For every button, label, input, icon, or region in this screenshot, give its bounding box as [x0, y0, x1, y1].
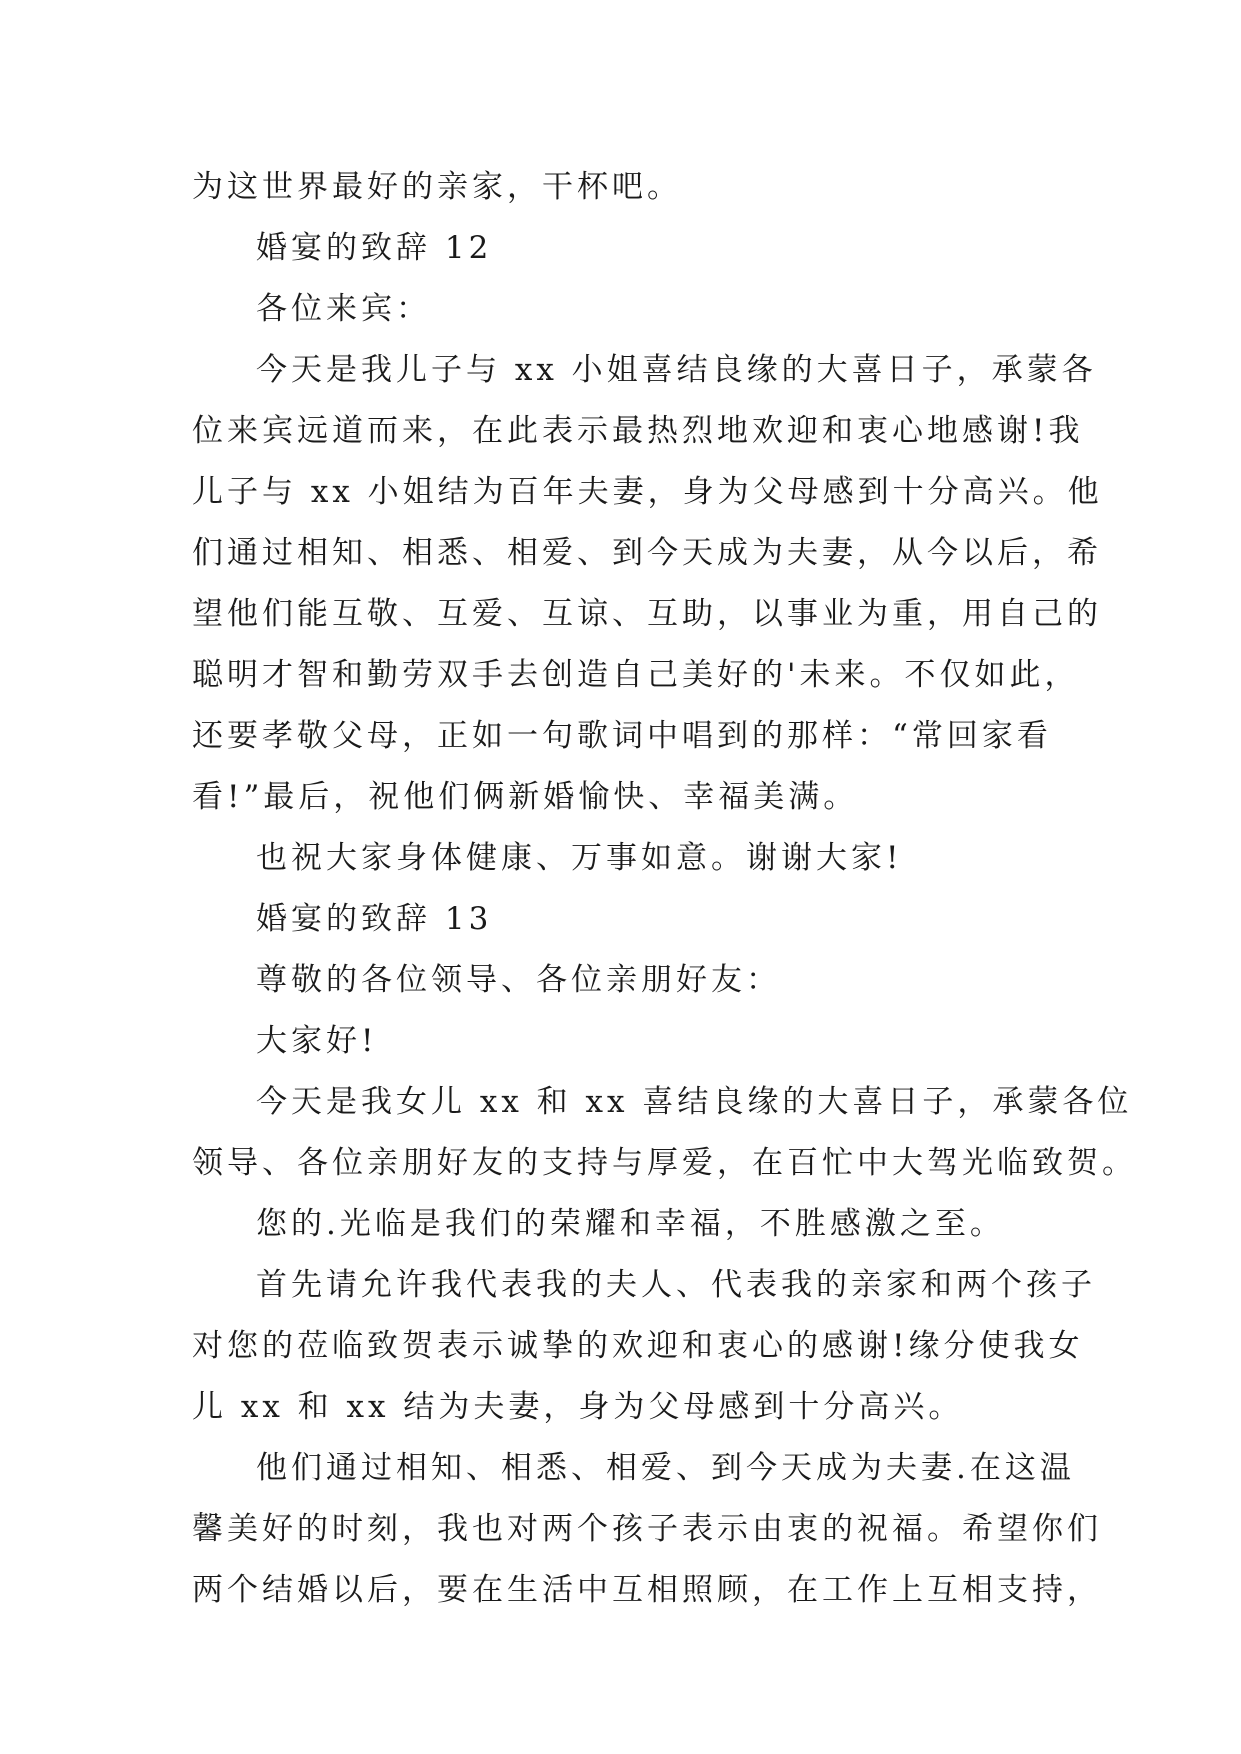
text-line: 今天是我女儿 xx 和 xx 喜结良缘的大喜日子，承蒙各位 — [256, 1084, 1133, 1120]
document-body — [192, 157, 1137, 1621]
text-line: 还要孝敬父母，正如一句歌词中唱到的那样：“常回家看 — [192, 718, 1052, 754]
text-line: 们通过相知、相悉、相爱、到今天成为夫妻，从今以后，希 — [192, 535, 1102, 571]
text-line: 儿子与 xx 小姐结为百年夫妻，身为父母感到十分高兴。他 — [192, 474, 1103, 510]
text-line: 对您的莅临致贺表示诚挚的欢迎和衷心的感谢!缘分使我女 — [192, 1328, 1084, 1364]
text-line: 看!”最后，祝他们俩新婚愉快、幸福美满。 — [192, 779, 859, 815]
text-line: 首先请允许我代表我的夫人、代表我的亲家和两个孩子 — [256, 1267, 1096, 1303]
text-line: 各位来宾： — [256, 291, 431, 327]
text-line: 婚宴的致辞 12 — [256, 230, 493, 266]
text-line: 领导、各位亲朋好友的支持与厚爱，在百忙中大驾光临致贺。 — [192, 1145, 1137, 1181]
text-line: 尊敬的各位领导、各位亲朋好友： — [256, 962, 781, 998]
text-line: 两个结婚以后，要在生活中互相照顾，在工作上互相支持， — [192, 1572, 1102, 1608]
text-line: 大家好! — [256, 1023, 378, 1059]
text-line: 您的.光临是我们的荣耀和幸福，不胜感激之至。 — [256, 1206, 1005, 1242]
text-line: 位来宾远道而来，在此表示最热烈地欢迎和衷心地感谢!我 — [192, 413, 1084, 449]
text-line: 聪明才智和勤劳双手去创造自己美好的'未来。不仅如此， — [192, 657, 1080, 693]
text-line: 也祝大家身体健康、万事如意。谢谢大家! — [256, 840, 903, 876]
text-line: 为这世界最好的亲家，干杯吧。 — [192, 169, 682, 205]
text-line: 婚宴的致辞 13 — [256, 901, 493, 937]
text-line: 馨美好的时刻，我也对两个孩子表示由衷的祝福。希望你们 — [192, 1511, 1102, 1547]
text-line: 他们通过相知、相悉、相爱、到今天成为夫妻.在这温 — [256, 1450, 1075, 1486]
text-line: 今天是我儿子与 xx 小姐喜结良缘的大喜日子，承蒙各 — [256, 352, 1097, 388]
text-line: 儿 xx 和 xx 结为夫妻，身为父母感到十分高兴。 — [192, 1389, 964, 1425]
text-line: 望他们能互敬、互爱、互谅、互助，以事业为重，用自己的 — [192, 596, 1102, 632]
